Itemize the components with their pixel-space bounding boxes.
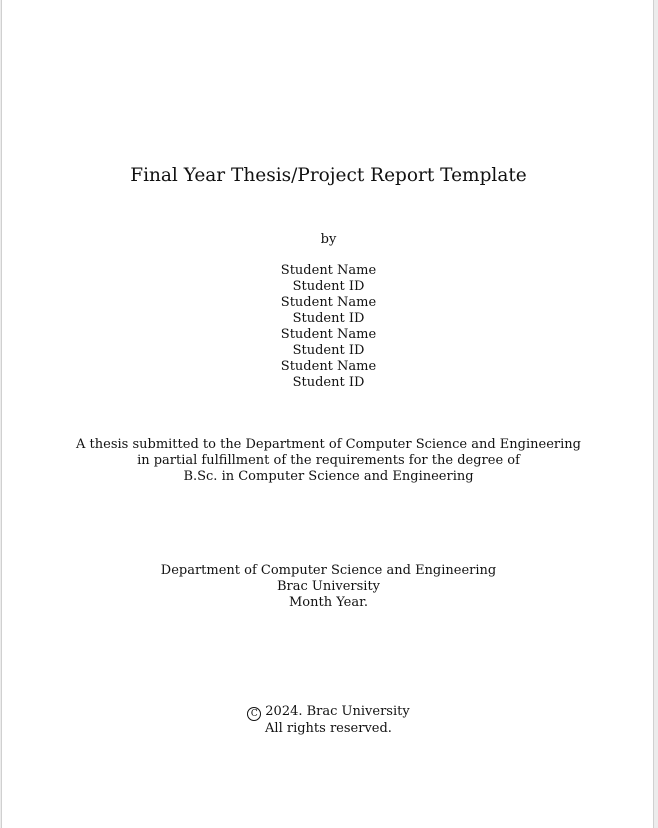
institution-block xyxy=(2,563,655,611)
department-name: Department of Computer Science and Engineering xyxy=(160,563,497,578)
university-name: Brac University xyxy=(276,579,381,594)
copyright-icon: C xyxy=(247,707,261,721)
copyright-line xyxy=(2,704,655,721)
by-label: by xyxy=(320,232,337,247)
copyright-text: 2024. Brac University xyxy=(265,704,410,719)
submission-line: in partial fulfillment of the requirements for the degree of xyxy=(137,453,520,468)
student-id: Student ID xyxy=(292,279,365,294)
student-name: Student Name xyxy=(280,295,377,310)
student-id: Student ID xyxy=(292,311,365,326)
submission-date: Month Year. xyxy=(288,595,369,610)
student-name: Student Name xyxy=(280,263,377,278)
student-name: Student Name xyxy=(280,327,377,342)
submission-line: B.Sc. in Computer Science and Engineering xyxy=(183,469,474,484)
student-name: Student Name xyxy=(280,359,377,374)
submission-statement xyxy=(2,437,655,485)
document-page xyxy=(1,0,654,828)
submission-line: A thesis submitted to the Department of Computer Science and Engineering xyxy=(76,437,581,452)
thesis-title: Final Year Thesis/Project Report Template xyxy=(130,165,527,186)
copyright-block xyxy=(2,704,655,737)
rights-reserved: All rights reserved. xyxy=(265,721,392,736)
student-list xyxy=(2,263,655,391)
student-id: Student ID xyxy=(292,375,365,390)
student-id: Student ID xyxy=(292,343,365,358)
